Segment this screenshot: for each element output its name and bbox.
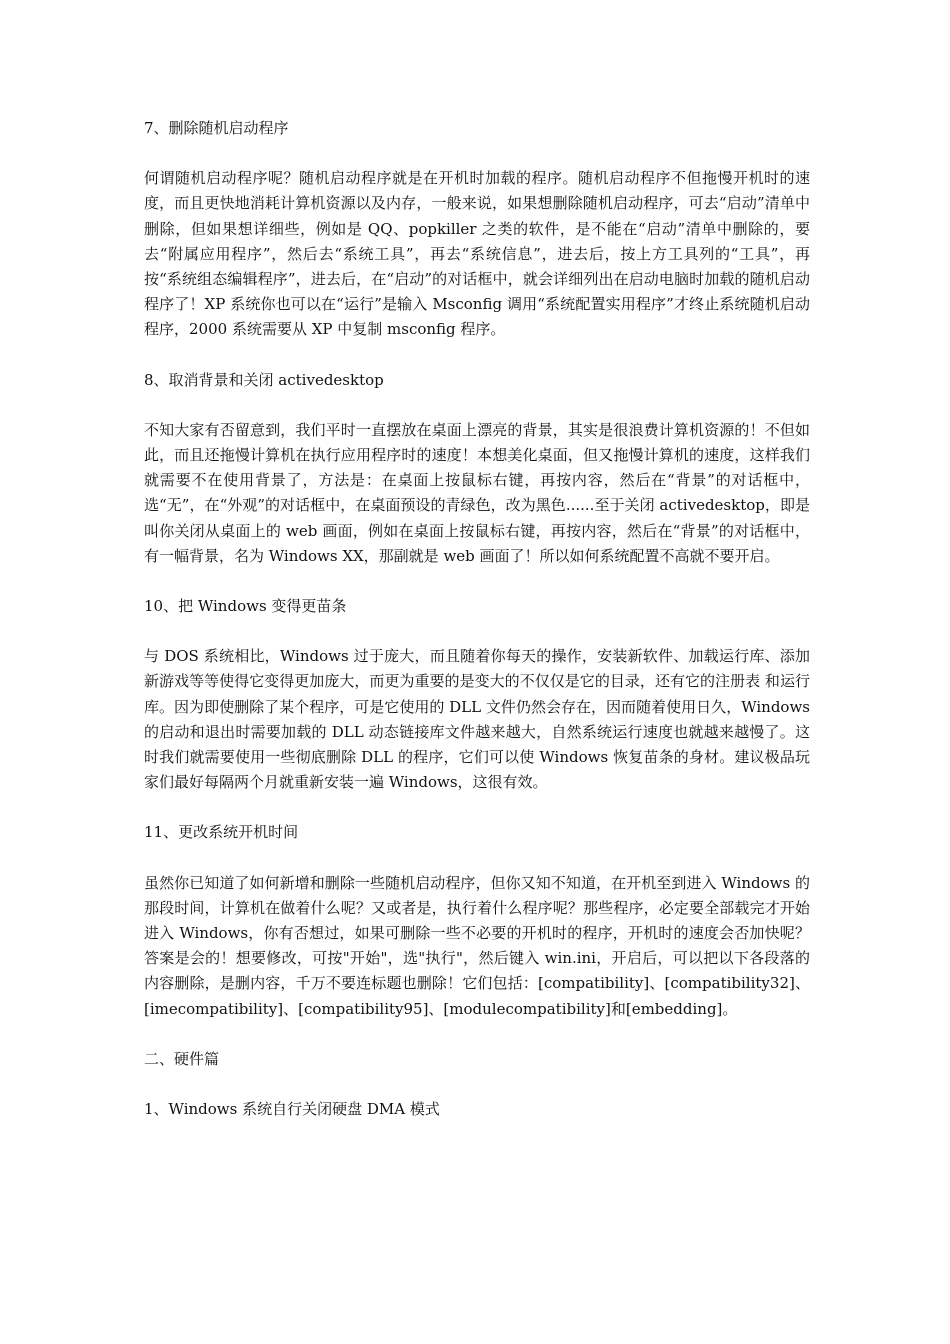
paragraph-startup-programs: 何谓随机启动程序呢？随机启动程序就是在开机时加载的程序。随机启动程序不但拖慢开机时的速度，而且更快地消耗计算机资源以及内存，一般来说，如果想删除随机启动程序，可去“启动”清单中删除，但如果想详细些，例如是 QQ、popkiller 之类的软件，是不能在“启动”清单中删除的，要去“附属应用程序”，然后去“系统工具”，再去“系统信息”，进去后，按上方工具列的“工具”，再按“系统组态编辑程序”，进去后，在“启动”的对话框中，就会详细列出在启动电脑时加载的随机启动程序了！XP 系统你也可以在“运行”是输入 Msconfig 调用“系统配置实用程序”才终止系统随机启动程序，2000 系统需要从 XP 中复制 msconfig 程序。 — [144, 169, 810, 339]
paragraph-background: 不知大家有否留意到，我们平时一直摆放在桌面上漂亮的背景，其实是很浪费计算机资源的！不但如此，而且还拖慢计算机在执行应用程序时的速度！本想美化桌面，但又拖慢计算机的速度，这样我们就需要不在使用背景了，方法是：在桌面上按鼠标右键，再按内容，然后在“背景”的对话框中，选“无”，在“外观”的对话框中，在桌面预设的青绿色，改为黑色......至于关闭 activedesktop，即是叫你关闭从桌面上的 web 画面，例如在桌面上按鼠标右键，再按内容，然后在“背景”的对话框中，有一幅背景，名为 Windows XX，那副就是 web 画面了！所以如何系统配置不高就不要开启。 — [144, 420, 810, 565]
section-heading-slim-windows: 10、把 Windows 变得更苗条 — [144, 597, 347, 616]
chapter-heading-hardware: 二、硬件篇 — [144, 1049, 220, 1068]
section-heading-activedesktop: 8、取消背景和关闭 activedesktop — [144, 370, 384, 389]
paragraph-boot-time: 虽然你已知道了如何新增和删除一些随机启动程序，但你又知不知道，在开机至到进入 Windows 的那段时间，计算机在做着什么呢？又或者是，执行着什么程序呢？那些程序，必定要全部载完才开始进入 Windows，你有否想过，如果可删除一些不必要的开机时的程序，开机时的速度会否加快呢？答案是会的！想要修改，可按"开始"，选"执行"，然后键入 win.ini，开启后，可以把以下各段落的内容删除，是删内容，千万不要连标题也删除！它们包括：[compatibility]、[compatibility32]、[imecompatibility]、[compatibility95]、[modulecompatibility]和[embedding]。 — [144, 873, 810, 1018]
paragraph-slim-windows: 与 DOS 系统相比，Windows 过于庞大，而且随着你每天的操作，安装新软件、加载运行库、添加新游戏等等使得它变得更加庞大，而更为重要的是变大的不仅仅是它的目录，还有它的注册表 和运行库。因为即使删除了某个程序，可是它使用的 DLL 文件仍然会存在，因而随着使用日久，Windows 的启动和退出时需要加载的 DLL 动态链接库文件越来越大，自然系统运行速度也就越来越慢了。这时我们就需要使用一些彻底删除 DLL 的程序，它们可以使 Windows 恢复苗条的身材。建议极品玩家们最好每隔两个月就重新安装一遍 Windows，这很有效。 — [144, 647, 810, 792]
section-heading-delete-startup: 7、删除随机启动程序 — [144, 119, 289, 137]
document-body — [144, 116, 810, 1147]
section-heading-boot-time: 11、更改系统开机时间 — [144, 823, 299, 842]
section-heading-dma: 1、Windows 系统自行关闭硬盘 DMA 模式 — [144, 1100, 440, 1119]
